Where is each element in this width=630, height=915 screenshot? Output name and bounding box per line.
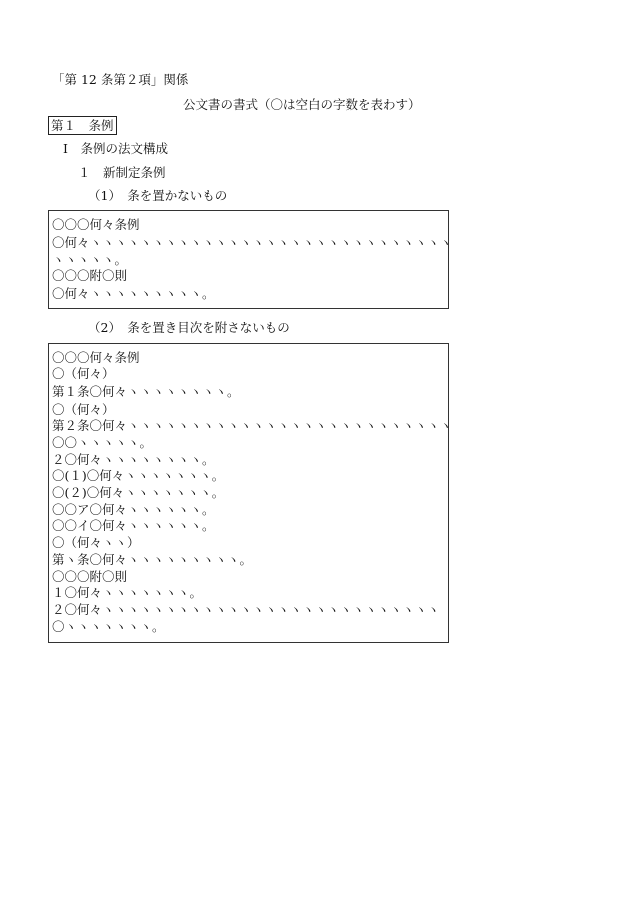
box2-line: 〇〇〇何々条例 <box>52 350 140 365</box>
box2-line: 〇(２)〇何々ヽヽヽヽヽヽヽ。 <box>52 485 225 500</box>
box1-line: 〇何々ヽヽヽヽヽヽヽヽヽヽヽヽヽヽヽヽヽヽヽヽヽヽヽヽヽヽヽヽヽ <box>52 235 453 250</box>
box2-line: 〇〇〇附〇則 <box>52 569 128 584</box>
box2-line: 第ヽ条〇何々ヽヽヽヽヽヽヽヽヽ。 <box>52 552 253 567</box>
box2-line: 〇（何々） <box>52 366 115 381</box>
section-label: 第１ 条例 <box>51 118 114 133</box>
subheading-2: （2） 条を置き目次を附さないもの <box>88 320 290 335</box>
reference-label: 「第 12 条第２項」関係 <box>52 72 189 87</box>
box2-line: 〇(１)〇何々ヽヽヽヽヽヽヽ。 <box>52 468 225 483</box>
box1-line: ヽヽヽヽヽ。 <box>52 252 128 267</box>
heading-level-1: Ⅰ 条例の法文構成 <box>63 141 168 156</box>
box2-line: ２〇何々ヽヽヽヽヽヽヽヽ。 <box>52 452 215 467</box>
box2-line: 〇〇ヽヽヽヽヽ。 <box>52 435 153 450</box>
box1-line: 〇〇〇何々条例 <box>52 217 140 232</box>
box2-line: 〇〇ア〇何々ヽヽヽヽヽヽ。 <box>52 502 215 517</box>
document-title: 公文書の書式（〇は空白の字数を表わす） <box>183 97 421 112</box>
box2-line: 〇（何々） <box>52 402 115 417</box>
heading-level-2: １ 新制定条例 <box>78 165 166 180</box>
box2-line: 第２条〇何々ヽヽヽヽヽヽヽヽヽヽヽヽヽヽヽヽヽヽヽヽヽヽヽヽヽヽ <box>52 418 453 433</box>
box2-line: 〇ヽヽヽヽヽヽヽ。 <box>52 619 165 634</box>
box1-line: 〇何々ヽヽヽヽヽヽヽヽヽ。 <box>52 286 215 301</box>
format-box-with-articles <box>48 343 453 643</box>
subheading-1: （1） 条を置かないもの <box>88 188 228 203</box>
box1-line: 〇〇〇附〇則 <box>52 268 128 283</box>
box2-line: 〇（何々ヽヽ） <box>52 535 140 550</box>
box2-line: 〇〇イ〇何々ヽヽヽヽヽヽ。 <box>52 518 215 533</box>
box2-line: 第１条〇何々ヽヽヽヽヽヽヽヽ。 <box>52 384 240 399</box>
box2-line: １〇何々ヽヽヽヽヽヽヽ。 <box>52 585 203 600</box>
section-label-box <box>48 116 117 135</box>
format-box-no-articles <box>48 210 453 309</box>
box2-line: ２〇何々ヽヽヽヽヽヽヽヽヽヽヽヽヽヽヽヽヽヽヽヽヽヽヽヽヽヽヽ <box>52 602 440 617</box>
